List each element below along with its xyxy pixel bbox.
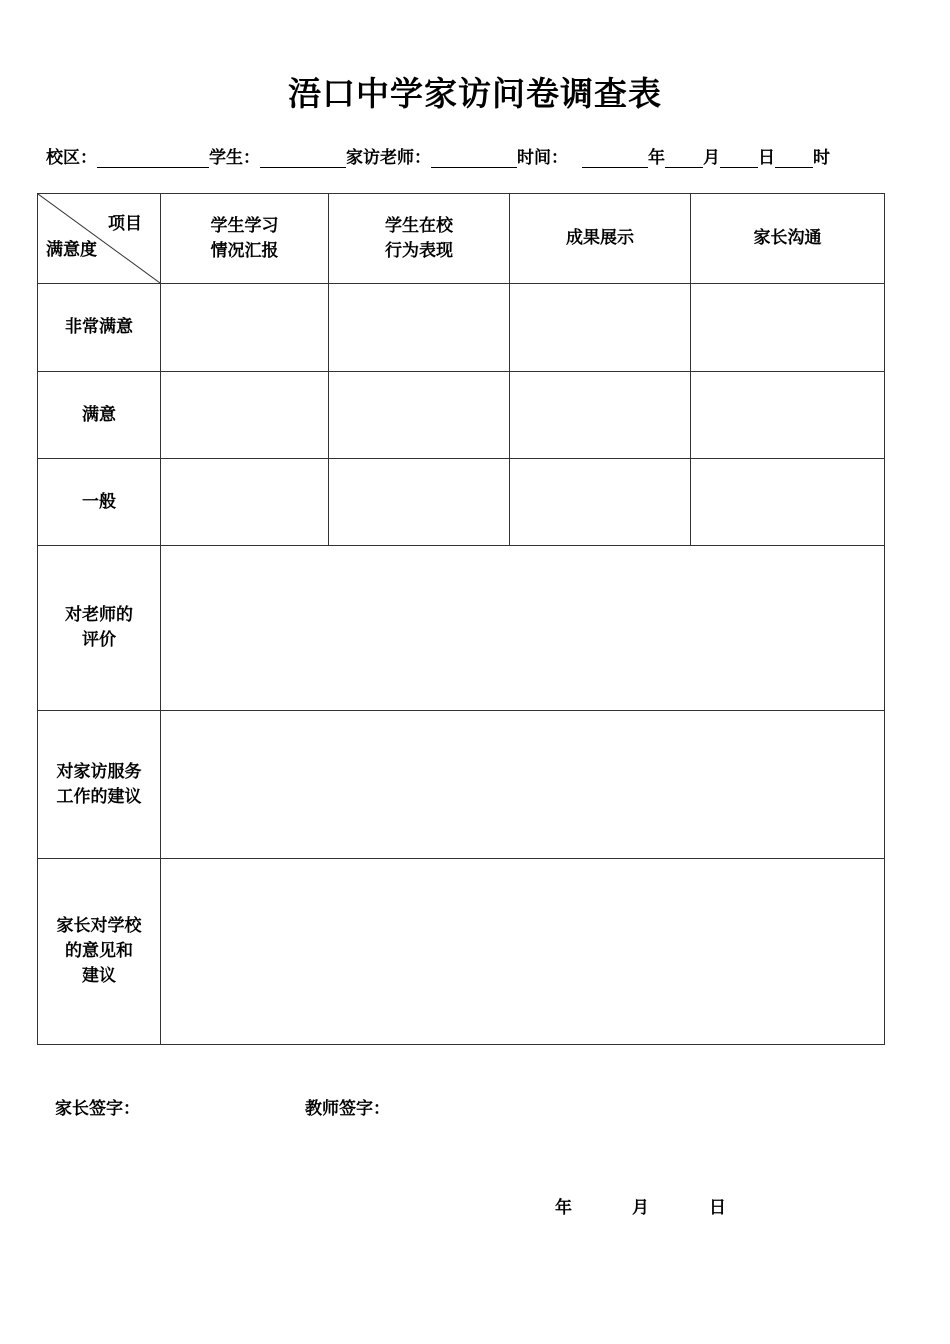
header-study: [161, 194, 329, 284]
service-suggest-label: [38, 711, 161, 859]
school-opinion-row: [38, 859, 885, 1045]
header-row: [38, 194, 885, 284]
month-label: 月: [703, 148, 720, 168]
level-label: 满意: [38, 372, 161, 459]
service-suggest-text: 对家访服务 工作的建议: [56, 761, 142, 807]
teacher-label: 家访老师：: [346, 148, 431, 168]
teacher-eval-field[interactable]: [161, 546, 885, 711]
time-label: 时间：: [517, 148, 568, 168]
corner-satisfaction-label: 满意度: [46, 240, 97, 260]
check-cell[interactable]: [691, 284, 885, 372]
service-suggest-row: [38, 711, 885, 859]
check-cell[interactable]: [510, 372, 691, 459]
survey-table: [37, 193, 885, 1045]
header-communication: [691, 194, 885, 284]
check-cell[interactable]: [510, 284, 691, 372]
month-field[interactable]: [665, 148, 703, 168]
teacher-field[interactable]: [431, 148, 517, 168]
school-opinion-label: [38, 859, 161, 1045]
level-label: 一般: [38, 459, 161, 546]
campus-label: 校区：: [46, 148, 97, 168]
footer-month-label: 月: [632, 1198, 649, 1218]
service-suggest-field[interactable]: [161, 711, 885, 859]
footer-year-label: 年: [555, 1198, 572, 1218]
teacher-eval-text: 对老师的 评价: [65, 605, 133, 650]
corner-cell: [38, 194, 161, 284]
day-field[interactable]: [720, 148, 758, 168]
hour-label: 时: [813, 148, 830, 168]
teacher-eval-label: [38, 546, 161, 711]
header-study-label: 学生学习 情况汇报: [210, 215, 279, 261]
check-cell[interactable]: [691, 372, 885, 459]
level-row: [38, 459, 885, 546]
header-behavior-label: 学生在校 行为表现: [385, 215, 453, 261]
footer-day-label: 日: [709, 1198, 726, 1218]
teacher-eval-row: [38, 546, 885, 711]
level-row: [38, 284, 885, 372]
header-results: [510, 194, 691, 284]
day-label: 日: [758, 148, 775, 168]
teacher-signature-label: 教师签字：: [305, 1099, 390, 1119]
level-row: [38, 372, 885, 459]
check-cell[interactable]: [161, 284, 329, 372]
student-label: 学生：: [209, 148, 260, 168]
check-cell[interactable]: [329, 459, 510, 546]
check-cell[interactable]: [691, 459, 885, 546]
year-label: 年: [648, 148, 665, 168]
check-cell[interactable]: [329, 372, 510, 459]
school-opinion-text: 家长对学校 的意见和 建议: [56, 916, 142, 986]
campus-field[interactable]: [97, 148, 209, 168]
year-field[interactable]: [582, 148, 648, 168]
header-behavior: [329, 194, 510, 284]
check-cell[interactable]: [161, 459, 329, 546]
level-label: 非常满意: [38, 284, 161, 372]
check-cell[interactable]: [510, 459, 691, 546]
page-title: 浯口中学家访问卷调查表: [288, 74, 662, 113]
school-opinion-field[interactable]: [161, 859, 885, 1045]
check-cell[interactable]: [161, 372, 329, 459]
hour-field[interactable]: [775, 148, 813, 168]
student-field[interactable]: [260, 148, 346, 168]
header-communication-label: 家长沟通: [753, 228, 822, 248]
info-line: [46, 143, 926, 168]
parent-signature-label: 家长签字：: [55, 1099, 140, 1119]
check-cell[interactable]: [329, 284, 510, 372]
header-results-label: 成果展示: [566, 228, 634, 248]
corner-item-label: 项目: [108, 214, 142, 234]
